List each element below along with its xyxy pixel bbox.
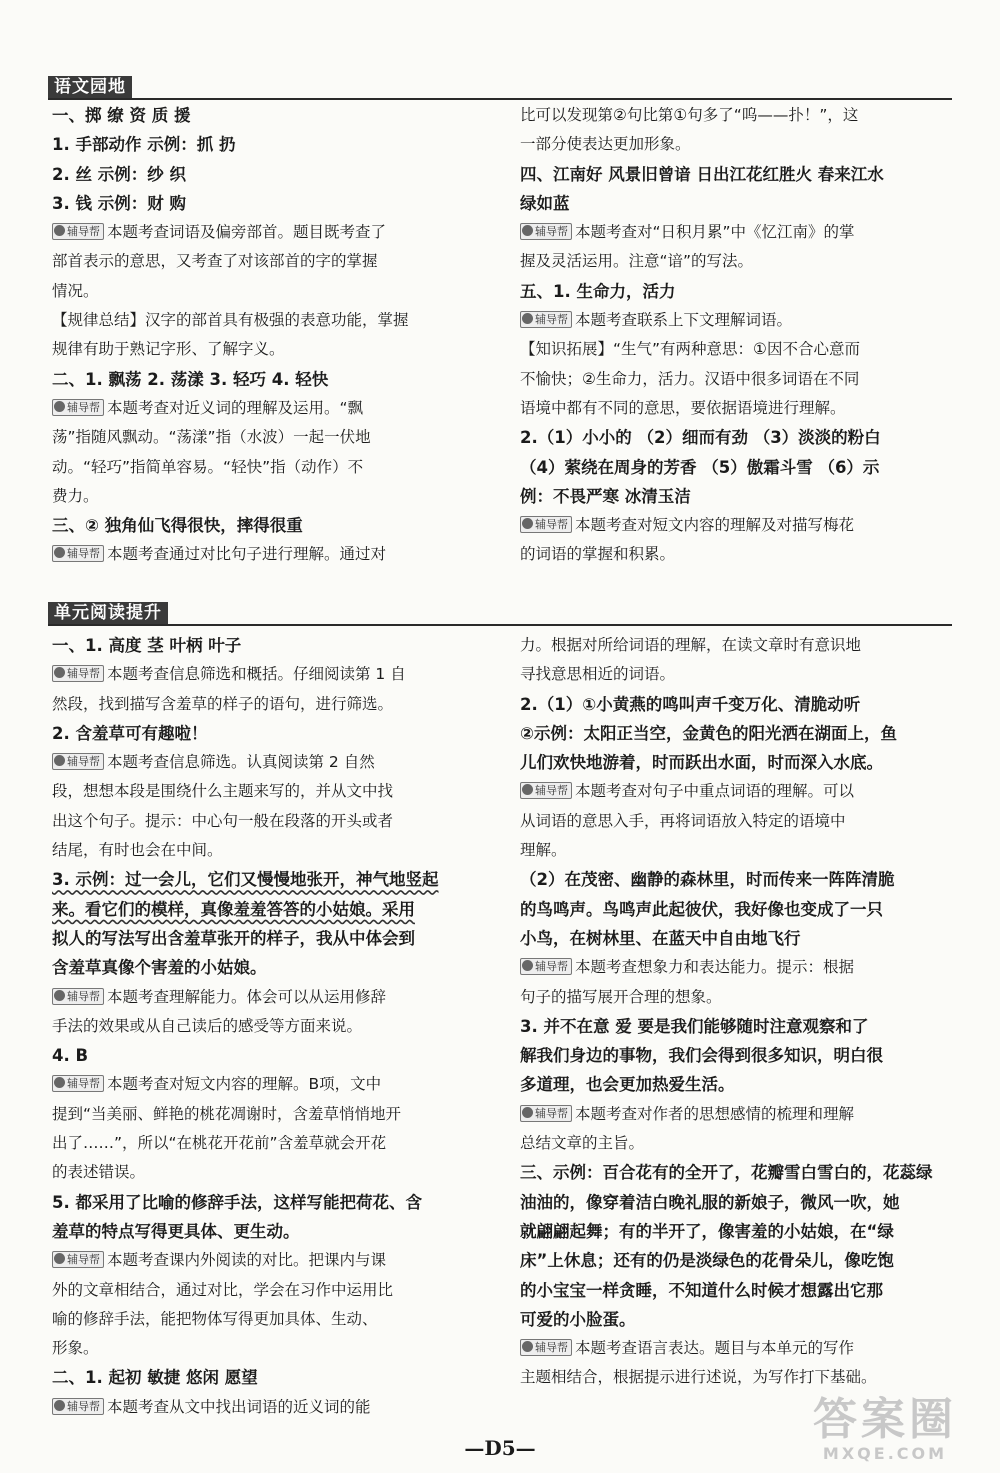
- line-text: 本题考查对句子中重点词语的理解。可以: [575, 782, 855, 801]
- helper-avatar-icon: [54, 1253, 65, 1264]
- answer-line: [520, 277, 970, 306]
- line-text: 寻找意思相近的词语。: [520, 665, 676, 684]
- fudaobang-label: [52, 665, 104, 682]
- fudaobang-text: 辅导帮: [535, 225, 568, 239]
- line-text: 本题考查对短文内容的理解及对描写梅花: [575, 516, 855, 535]
- line-text: 喻的修辞手法，能把物体写得更加具体、生动、: [52, 1309, 378, 1328]
- line-text: 2. 含羞草可有趣啦！: [52, 723, 208, 743]
- section2-left-column: [52, 631, 497, 1422]
- line-text: 油油的，像穿着洁白晚礼服的新娘子，微风一吹，她: [520, 1192, 900, 1212]
- line-text: 【规律总结】汉字的部首具有极强的表意功能，掌握: [52, 311, 409, 330]
- fudaobang-text: 辅导帮: [67, 225, 100, 239]
- line-text: 例：不畏严寒 冰清玉洁: [520, 486, 691, 506]
- text-line: [520, 660, 970, 689]
- section-divider: [48, 624, 952, 626]
- text-line: [52, 482, 497, 511]
- line-text: 一部分使表达更加形象。: [520, 135, 691, 154]
- fudaobang-text: 辅导帮: [535, 518, 568, 532]
- helper-avatar-icon: [54, 1077, 65, 1088]
- answer-line: [52, 130, 497, 159]
- line-text: 绿如蓝: [520, 193, 570, 213]
- answer-line: [520, 1276, 970, 1305]
- answer-line: [520, 1246, 970, 1275]
- text-line: [520, 983, 970, 1012]
- helper-avatar-icon: [522, 784, 533, 795]
- line-text: 二、1. 飘荡 2. 荡漾 3. 轻巧 4. 轻快: [52, 369, 329, 389]
- helper-avatar-icon: [54, 1400, 65, 1411]
- line-text: 动。“轻巧”指简单容易。“轻快”指（动作）不: [52, 457, 364, 476]
- line-text: 的小宝宝一样贪睡，不知道什么时候才想露出它那: [520, 1280, 883, 1300]
- line-text: 握及灵活运用。注意“谙”的写法。: [520, 252, 754, 271]
- text-line: [52, 1100, 497, 1129]
- text-line: [52, 1129, 497, 1158]
- text-line: [52, 690, 497, 719]
- answer-line: [520, 1158, 970, 1187]
- helper-avatar-icon: [54, 225, 65, 236]
- section1-left-column: [52, 101, 497, 570]
- text-line: [52, 306, 497, 335]
- line-text: 出这个句子。提示：中心句一般在段落的开头或者: [52, 811, 394, 830]
- line-text: 本题考查对作者的思想感情的梳理和理解: [575, 1104, 855, 1123]
- line-text: 床”上休息；还有的仍是淡绿色的花骨朵儿，像吃饱: [520, 1251, 894, 1271]
- watermark-url: MXQE.COM: [822, 1444, 948, 1463]
- line-text: 4. B: [52, 1046, 89, 1066]
- helper-avatar-icon: [522, 313, 533, 324]
- explanation-line: [52, 1246, 497, 1275]
- answer-line: [52, 924, 497, 953]
- text-line: [52, 335, 497, 364]
- explanation-line: [52, 394, 497, 423]
- explanation-line: [52, 983, 497, 1012]
- text-line: [520, 335, 970, 364]
- fudaobang-text: 辅导帮: [535, 960, 568, 974]
- line-text: 本题考查语言表达。题目与本单元的写作: [575, 1339, 855, 1358]
- text-line: [520, 247, 970, 276]
- line-text: 本题考查对近义词的理解及运用。“飘: [107, 398, 364, 417]
- explanation-line: [520, 1334, 970, 1363]
- fudaobang-label: [52, 223, 104, 240]
- answer-line: [52, 1217, 497, 1246]
- line-text: 理解。: [520, 841, 567, 860]
- section-divider: [48, 98, 952, 100]
- text-line: [52, 836, 497, 865]
- answer-line: [520, 1217, 970, 1246]
- line-text: 本题考查理解能力。体会可以从运用修辞: [107, 987, 387, 1006]
- line-text: 2. 丝 示例：纱 织: [52, 164, 186, 184]
- text-line: [52, 1158, 497, 1187]
- page-number: —D5—: [464, 1436, 536, 1460]
- fudaobang-label: [52, 1075, 104, 1092]
- text-line: [52, 423, 497, 452]
- line-text: 来。看它们的模样，真像羞羞答答的小姑娘。采用: [52, 899, 415, 919]
- answer-line: [52, 1041, 497, 1070]
- fudaobang-text: 辅导帮: [535, 313, 568, 327]
- answer-line: [520, 924, 970, 953]
- line-text: 然段，找到描写含羞草的样子的语句，进行筛选。: [52, 694, 394, 713]
- line-text: 出了……”，所以“在桃花开花前”含羞草就会开花: [52, 1134, 387, 1153]
- fudaobang-text: 辅导帮: [67, 755, 100, 769]
- line-text: 五、1. 生命力，活力: [520, 281, 676, 301]
- line-text: 部首表示的意思，又考查了对该部首的字的掌握: [52, 252, 378, 271]
- line-text: 本题考查对“日积月累”中《忆江南》的掌: [575, 223, 855, 242]
- text-line: [520, 101, 970, 130]
- line-text: （4）萦绕在周身的芳香 （5）傲霜斗雪 （6）示: [520, 457, 880, 477]
- helper-avatar-icon: [522, 225, 533, 236]
- answer-line: [52, 1363, 497, 1392]
- fudaobang-label: [52, 1251, 104, 1268]
- line-text: 形象。: [52, 1339, 99, 1358]
- fudaobang-label: [520, 311, 572, 328]
- line-text: 费力。: [52, 486, 99, 505]
- text-line: [520, 540, 970, 569]
- helper-avatar-icon: [522, 1107, 533, 1118]
- fudaobang-text: 辅导帮: [67, 667, 100, 681]
- answer-line: [52, 1188, 497, 1217]
- line-text: 手法的效果或从自己读后的感受等方面来说。: [52, 1016, 363, 1035]
- explanation-line: [52, 1393, 497, 1422]
- line-text: 本题考查词语及偏旁部首。题目既考查了: [107, 223, 387, 242]
- helper-avatar-icon: [54, 755, 65, 766]
- answer-line: [52, 953, 497, 982]
- text-line: [520, 1363, 970, 1392]
- line-text: 一、掷 缭 资 质 援: [52, 106, 191, 125]
- text-line: [52, 453, 497, 482]
- explanation-line: [520, 777, 970, 806]
- fudaobang-label: [520, 782, 572, 799]
- answer-line: [52, 101, 497, 130]
- answer-line: [520, 1188, 970, 1217]
- answer-line: [52, 865, 497, 894]
- section1-right-column: [520, 101, 970, 570]
- fudaobang-text: 辅导帮: [67, 989, 100, 1003]
- line-text: 【知识拓展】“生气”有两种意思：①因不合心意而: [520, 340, 860, 359]
- explanation-line: [520, 306, 970, 335]
- answer-line: [520, 748, 970, 777]
- helper-avatar-icon: [522, 1341, 533, 1352]
- line-text: 本题考查信息筛选和概括。仔细阅读第 1 自: [107, 665, 406, 684]
- helper-avatar-icon: [54, 547, 65, 558]
- text-line: [52, 777, 497, 806]
- text-line: [52, 1012, 497, 1041]
- line-text: （2）在茂密、幽静的森林里，时而传来一阵阵清脆: [520, 870, 895, 890]
- answer-line: [520, 160, 970, 189]
- line-text: 3. 并不在意 爱 要是我们能够随时注意观察和了: [520, 1016, 869, 1036]
- line-text: 本题考查课内外阅读的对比。把课内与课: [107, 1251, 387, 1270]
- answer-line: [520, 895, 970, 924]
- text-line: [52, 277, 497, 306]
- text-line: [52, 247, 497, 276]
- line-text: 情况。: [52, 281, 99, 300]
- line-text: 四、江南好 风景旧曾谙 日出江花红胜火 春来江水: [520, 164, 884, 184]
- explanation-line: [520, 1100, 970, 1129]
- answer-line: [520, 719, 970, 748]
- explanation-line: [52, 748, 497, 777]
- text-line: [520, 394, 970, 423]
- line-text: 羞草的特点写得更具体、更生动。: [52, 1221, 300, 1241]
- explanation-line: [520, 218, 970, 247]
- text-line: [52, 1334, 497, 1363]
- section-title-yuwen-yuandi: 语文园地: [48, 76, 132, 98]
- line-text: 不愉快；②生命力，活力。汉语中很多词语在不同: [520, 369, 860, 388]
- fudaobang-text: 辅导帮: [535, 1341, 568, 1355]
- helper-avatar-icon: [522, 518, 533, 529]
- text-line: [520, 836, 970, 865]
- fudaobang-label: [520, 1105, 572, 1122]
- line-text: 本题考查对短文内容的理解。B项，文中: [107, 1075, 382, 1094]
- explanation-line: [52, 660, 497, 689]
- line-text: 小鸟，在树林里、在蓝天中自由地飞行: [520, 928, 801, 948]
- line-text: 可爱的小脸蛋。: [520, 1309, 636, 1329]
- line-text: 5. 都采用了比喻的修辞手法，这样写能把荷花、含: [52, 1192, 422, 1212]
- line-text: 本题考查从文中找出词语的近义词的能: [107, 1397, 371, 1416]
- answer-line: [520, 423, 970, 452]
- line-text: 提到“当美丽、鲜艳的桃花凋谢时，含羞草悄悄地开: [52, 1104, 402, 1123]
- answer-line: [52, 511, 497, 540]
- line-text: 语境中都有不同的意思，要依据语境进行理解。: [520, 398, 846, 417]
- line-text: 力。根据对所给词语的理解，在读文章时有意识地: [520, 636, 862, 654]
- text-line: [520, 365, 970, 394]
- fudaobang-text: 辅导帮: [67, 1077, 100, 1091]
- line-text: 比可以发现第②句比第①句多了“呜——扑！”，这: [520, 106, 859, 124]
- answer-line: [520, 453, 970, 482]
- helper-avatar-icon: [54, 667, 65, 678]
- line-text: 结尾，有时也会在中间。: [52, 841, 223, 860]
- line-text: 本题考查联系上下文理解词语。: [575, 311, 793, 330]
- answer-line: [52, 631, 497, 660]
- line-text: 主题相结合，根据提示进行述说，为写作打下基础。: [520, 1368, 877, 1387]
- line-text: 本题考查想象力和表达能力。提示：根据: [575, 958, 855, 977]
- answer-line: [520, 482, 970, 511]
- fudaobang-label: [52, 1398, 104, 1415]
- line-text: 就翩翩起舞；有的半开了，像害羞的小姑娘，在“绿: [520, 1221, 894, 1241]
- fudaobang-label: [52, 988, 104, 1005]
- answer-line: [52, 895, 497, 924]
- line-text: 三、示例：百合花有的全开了，花瓣雪白雪白的，花蕊绿: [520, 1163, 933, 1183]
- section-title-danyuan-yuedu: 单元阅读提升: [48, 602, 168, 624]
- explanation-line: [520, 953, 970, 982]
- fudaobang-label: [52, 753, 104, 770]
- line-text: 从词语的意思入手，再将词语放入特定的语境中: [520, 811, 846, 830]
- line-text: 含羞草真像个害羞的小姑娘。: [52, 958, 267, 978]
- explanation-line: [52, 1070, 497, 1099]
- explanation-line: [52, 218, 497, 247]
- line-text: 本题考查通过对比句子进行理解。通过对: [107, 545, 387, 564]
- line-text: 2.（1）小小的 （2）细而有劲 （3）淡淡的粉白: [520, 428, 881, 448]
- explanation-line: [520, 511, 970, 540]
- line-text: 的表述错误。: [52, 1163, 146, 1182]
- answer-line: [520, 865, 970, 894]
- line-text: 规律有助于熟记字形、了解字义。: [52, 340, 285, 359]
- answer-line: [520, 690, 970, 719]
- line-text: 多道理，也会更加热爱生活。: [520, 1075, 735, 1095]
- answer-line: [52, 160, 497, 189]
- fudaobang-text: 辅导帮: [535, 1106, 568, 1120]
- section2-right-column: [520, 631, 970, 1393]
- fudaobang-label: [52, 545, 104, 562]
- line-text: 总结文章的主旨。: [520, 1134, 645, 1153]
- fudaobang-text: 辅导帮: [67, 1253, 100, 1267]
- answer-line: [52, 189, 497, 218]
- watermark-text: 答案圈: [813, 1394, 957, 1445]
- fudaobang-text: 辅导帮: [535, 784, 568, 798]
- line-text: 儿们欢快地游着，时而跃出水面，时而深入水底。: [520, 753, 883, 773]
- line-text: 荡”指随风飘动。“荡漾”指（水波）一起一伏地: [52, 428, 371, 447]
- answer-line: [52, 719, 497, 748]
- fudaobang-text: 辅导帮: [67, 1399, 100, 1413]
- text-line: [520, 1129, 970, 1158]
- helper-avatar-icon: [522, 960, 533, 971]
- explanation-line: [52, 540, 497, 569]
- answer-line: [520, 1070, 970, 1099]
- answer-line: [520, 1012, 970, 1041]
- line-text: 三、② 独角仙飞得很快，摔得很重: [52, 516, 303, 536]
- answer-line: [520, 1305, 970, 1334]
- line-text: 二、1. 起初 敏捷 悠闲 愿望: [52, 1368, 258, 1388]
- watermark-logo: [790, 1395, 980, 1470]
- line-text: 的词语的掌握和积累。: [520, 545, 676, 564]
- answer-line: [520, 189, 970, 218]
- line-text: 1. 手部动作 示例：抓 扔: [52, 135, 236, 155]
- fudaobang-label: [520, 1339, 572, 1356]
- fudaobang-text: 辅导帮: [67, 547, 100, 561]
- line-text: 2.（1）①小黄燕的鸣叫声千变万化、清脆动听: [520, 694, 861, 714]
- line-text: 解我们身边的事物，我们会得到很多知识，明白很: [520, 1046, 883, 1066]
- helper-avatar-icon: [54, 401, 65, 412]
- text-line: [520, 807, 970, 836]
- text-line: [52, 807, 497, 836]
- fudaobang-label: [520, 223, 572, 240]
- helper-avatar-icon: [54, 990, 65, 1001]
- line-text: ②示例：太阳正当空，金黄色的阳光洒在湖面上，鱼: [520, 723, 897, 743]
- text-line: [520, 130, 970, 159]
- line-text: 3. 钱 示例：财 购: [52, 193, 186, 213]
- answer-line: [520, 1041, 970, 1070]
- line-text: 句子的描写展开合理的想象。: [520, 987, 722, 1006]
- text-line: [52, 1276, 497, 1305]
- text-line: [520, 631, 970, 660]
- line-text: 外的文章相结合，通过对比，学会在习作中运用比: [52, 1280, 394, 1299]
- fudaobang-label: [520, 516, 572, 533]
- line-text: 一、1. 高度 茎 叶柄 叶子: [52, 636, 242, 655]
- line-text: 段，想想本段是围绕什么主题来写的，并从文中找: [52, 782, 394, 801]
- line-text: 的鸟鸣声。鸟鸣声此起彼伏，我好像也变成了一只: [520, 899, 883, 919]
- line-text: 拟人的写法写出含羞草张开的样子，我从中体会到: [52, 928, 415, 948]
- line-text: 3. 示例：过一会儿，它们又慢慢地张开，神气地竖起: [52, 870, 439, 890]
- text-line: [52, 1305, 497, 1334]
- line-text: 本题考查信息筛选。认真阅读第 2 自然: [107, 753, 375, 772]
- fudaobang-label: [520, 958, 572, 975]
- fudaobang-label: [52, 399, 104, 416]
- fudaobang-text: 辅导帮: [67, 400, 100, 414]
- answer-line: [52, 365, 497, 394]
